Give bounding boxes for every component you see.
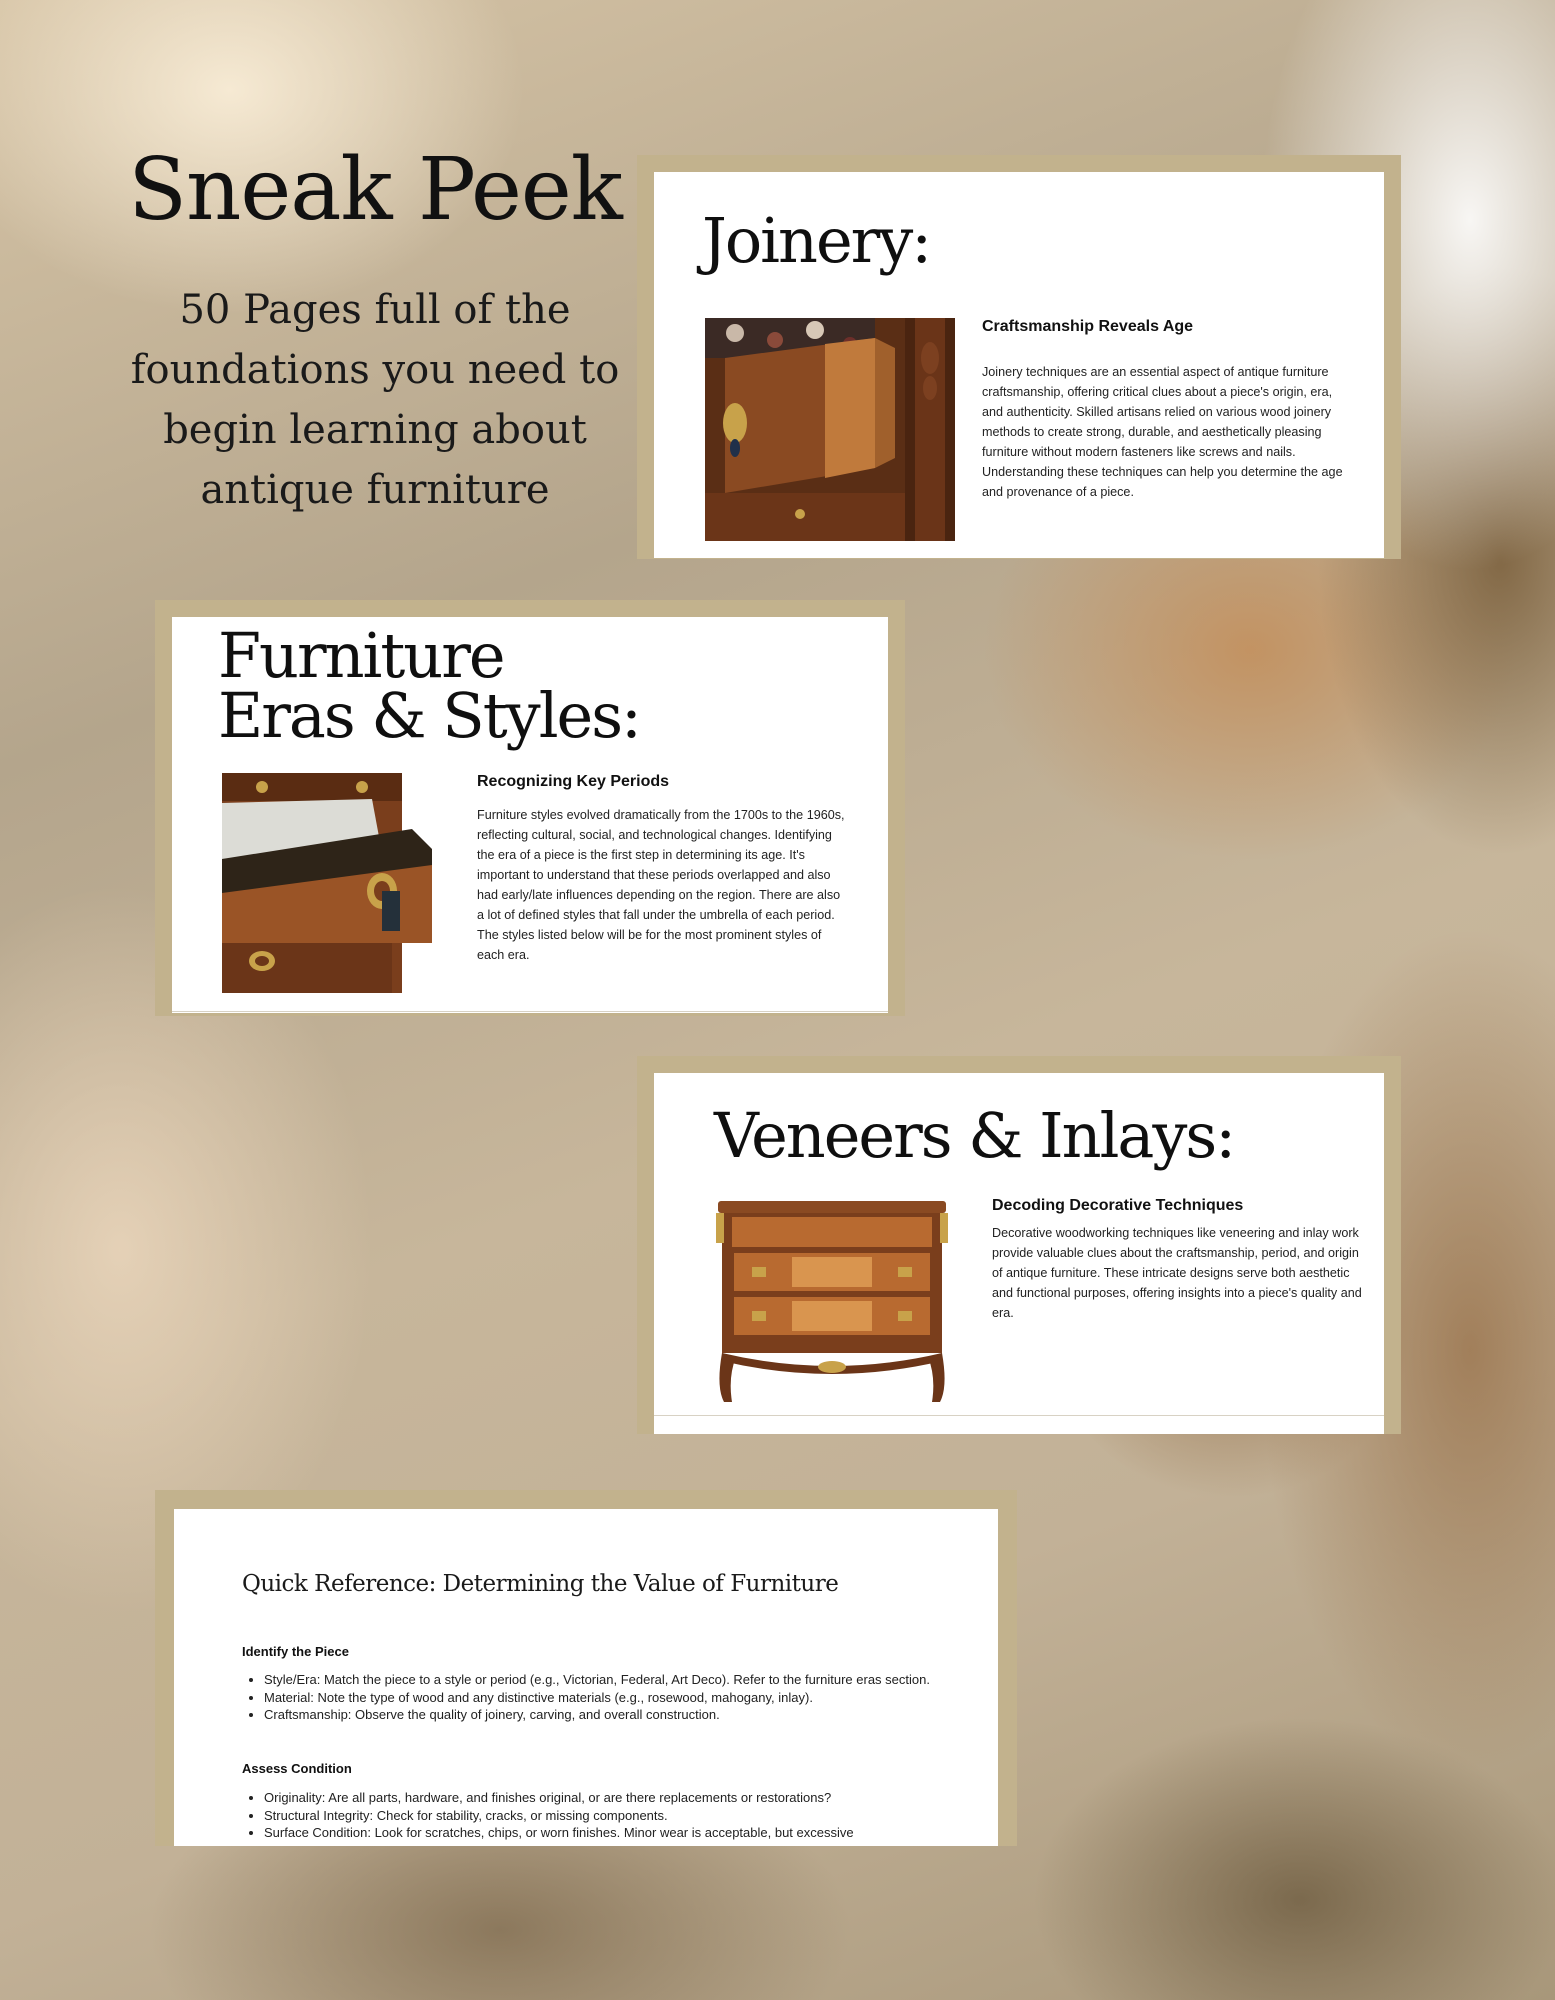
eras-page-frame xyxy=(155,600,905,1016)
joinery-body: Joinery techniques are an essential aspect of antique furniture craftsmanship, offering critical clues about a piece's origin, era, and authenticity. Skilled artisans relied on various wood joinery methods to create strong, durable, and aesthetically pleasing furniture without modern fasteners like screws and nails. Understanding these techniques can help you determine the age and provenance of a piece. xyxy=(982,365,1343,499)
list-item: • Originality: Are all parts, hardware, and finishes original, or are there replacements or restorations? xyxy=(264,1789,944,1807)
list-item: • Structural Integrity: Check for stability, cracks, or missing components. xyxy=(264,1807,944,1825)
veneers-heading: Veneers & Inlays: xyxy=(714,1099,1235,1172)
veneers-body: Decorative woodworking techniques like veneering and inlay work provide valuable clues about the craftsmanship, period, and origin of antique furniture. These intricate designs serve both aesthetic and functional purposes, offering insights into a piece's quality and era. xyxy=(992,1226,1362,1320)
list-item: • Surface Condition: Look for scratches, chips, or worn finishes. Minor wear is acceptable, but excessive xyxy=(264,1824,944,1842)
joinery-page xyxy=(654,172,1384,558)
drawer-joinery-photo xyxy=(705,318,955,541)
commode-illustration xyxy=(712,1197,952,1407)
eras-heading-line2: Eras & Styles: xyxy=(218,679,640,752)
veneers-page-rule xyxy=(654,1415,1384,1416)
hero-subtitle: 50 Pages full of the foundations you need to begin learning about antique furniture xyxy=(130,287,620,513)
eras-body: Furniture styles evolved dramatically from the 1700s to the 1960s, reflecting cultural, social, and technological changes. Identifying the era of a piece is the first step in determining its age. It's important to understand that these periods overlapped and also had early/late influences depending on the region. There are also a lot of defined styles that fall under the umbrella of each period. The styles listed below will be for the most prominent styles of each era. xyxy=(477,808,845,962)
section-condition-heading: Assess Condition xyxy=(242,1761,352,1776)
drawer-joinery-illustration xyxy=(705,318,955,541)
eras-page xyxy=(172,617,888,1013)
hero xyxy=(100,140,650,520)
joinery-subheading: Craftsmanship Reveals Age xyxy=(982,318,1194,335)
joinery-page-frame xyxy=(637,155,1401,559)
list-item: • Material: Note the type of wood and any distinctive materials (e.g., rosewood, mahogany, inlay). xyxy=(264,1689,944,1707)
quick-reference-title: Quick Reference: Determining the Value of Furniture xyxy=(242,1571,839,1597)
list-item: • Style/Era: Match the piece to a style or period (e.g., Victorian, Federal, Art Deco). Refer to the furniture eras section. xyxy=(264,1671,944,1689)
dresser-drawers-photo xyxy=(222,773,432,993)
commode-photo xyxy=(712,1197,952,1407)
veneers-page-frame xyxy=(637,1056,1401,1434)
quick-reference-page xyxy=(174,1509,998,1846)
veneers-page xyxy=(654,1073,1384,1434)
quick-reference-frame xyxy=(155,1490,1017,1846)
list-item: • Craftsmanship: Observe the quality of joinery, carving, and overall construction. xyxy=(264,1706,944,1724)
veneers-subheading: Decoding Decorative Techniques xyxy=(992,1197,1244,1214)
eras-page-rule xyxy=(172,1011,888,1012)
identify-list xyxy=(242,1671,944,1724)
section-identify-heading: Identify the Piece xyxy=(242,1644,349,1659)
eras-subheading: Recognizing Key Periods xyxy=(477,773,670,790)
joinery-heading: Joinery: xyxy=(702,204,931,277)
hero-title: Sneak Peek xyxy=(128,140,622,240)
condition-list xyxy=(242,1789,944,1842)
eras-heading-line1: Furniture xyxy=(218,619,504,692)
dresser-drawers-illustration xyxy=(222,773,432,993)
